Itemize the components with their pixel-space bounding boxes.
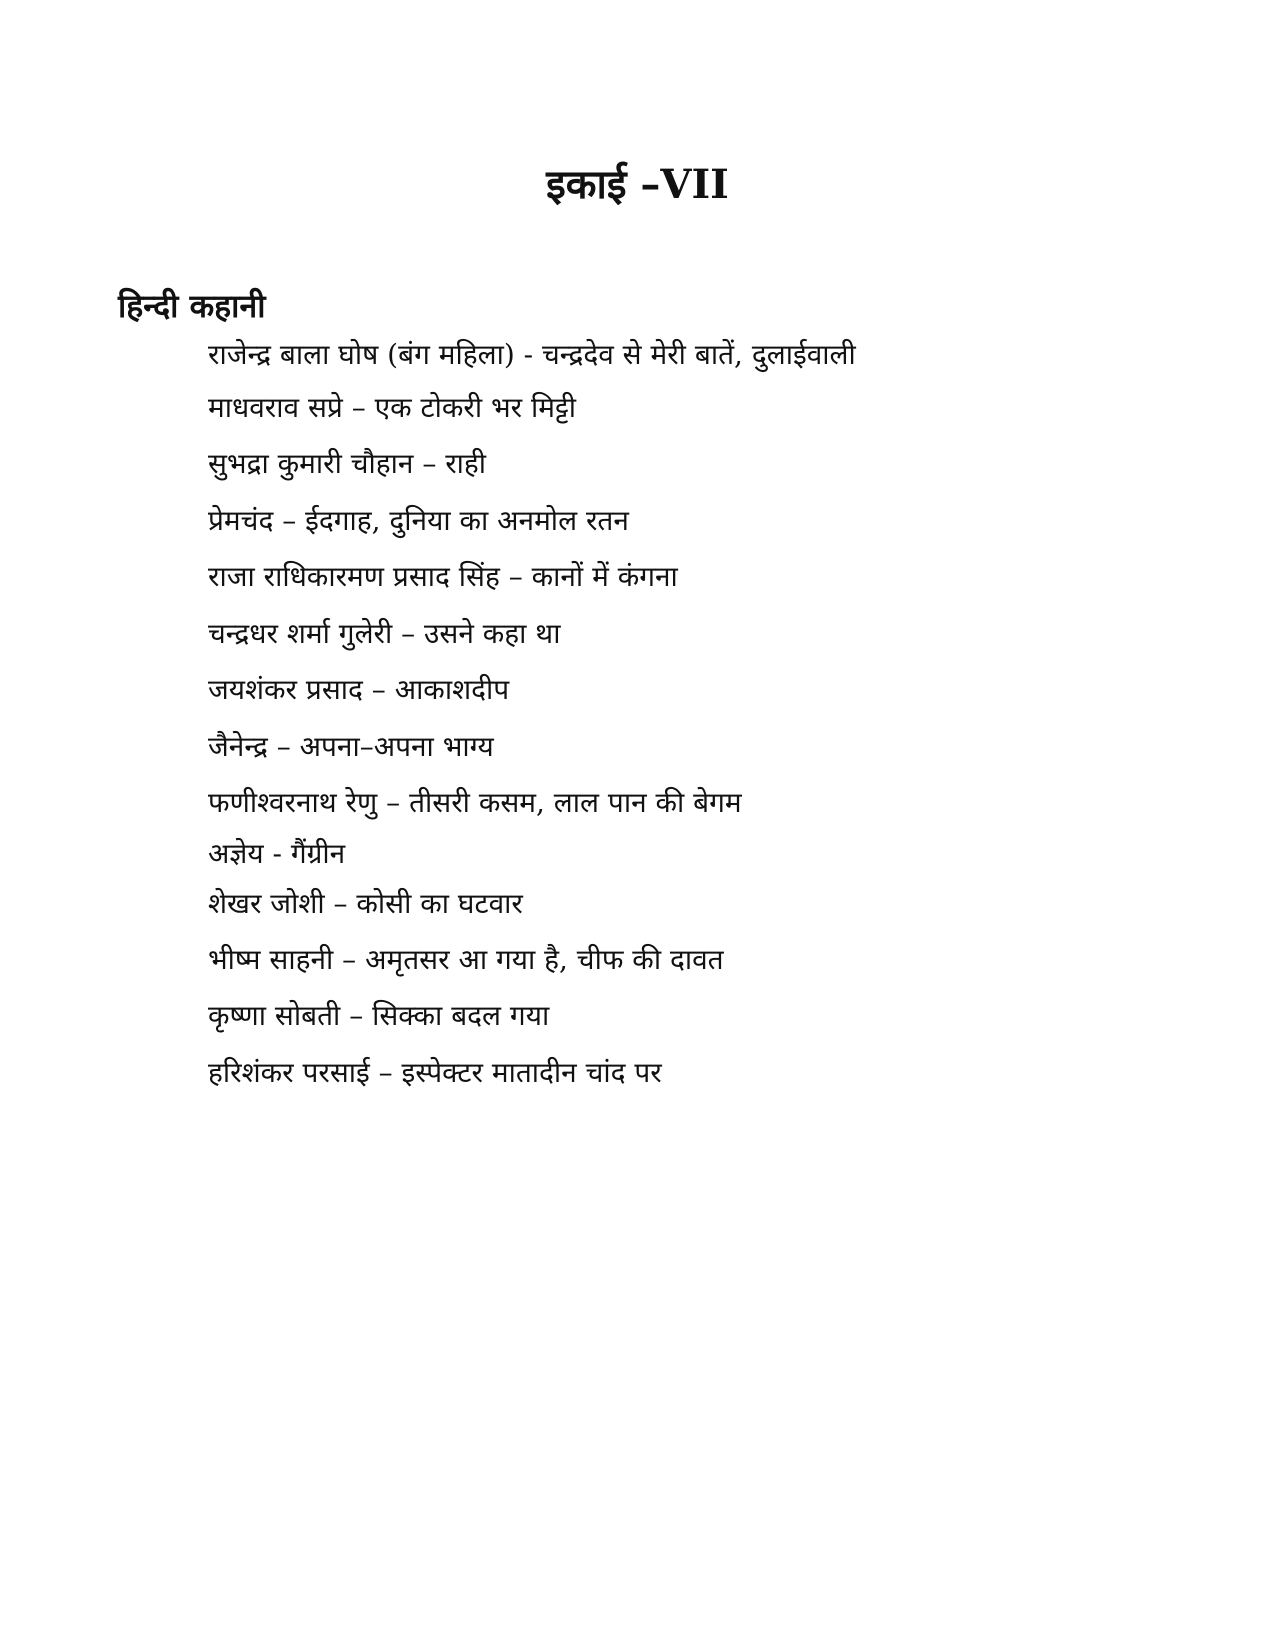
story-entry: राजेन्द्र बाला घोष (बंग महिला) - चन्द्रदेव से मेरी बातें, दुलाईवाली [208, 338, 856, 371]
story-entry: भीष्म साहनी – अमृतसर आ गया है, चीफ की दावत [208, 943, 724, 976]
story-entry: हरिशंकर परसाई – इस्पेक्टर मातादीन चांद पर [208, 1056, 662, 1089]
story-entry: जैनेन्द्र – अपना–अपना भाग्य [208, 730, 494, 763]
story-entry: माधवराव सप्रे – एक टोकरी भर मिट्टी [208, 391, 576, 424]
story-entry: चन्द्रधर शर्मा गुलेरी – उसने कहा था [208, 617, 561, 650]
story-entry: राजा राधिकारमण प्रसाद सिंह – कानों में कंगना [208, 560, 678, 593]
section-heading: हिन्दी कहानी [118, 287, 266, 325]
story-entry: सुभद्रा कुमारी चौहान – राही [208, 447, 487, 480]
unit-title: इकाई –VII [546, 161, 729, 208]
story-entry: शेखर जोशी – कोसी का घटवार [208, 887, 523, 920]
story-entry: फणीश्वरनाथ रेणु – तीसरी कसम, लाल पान की बेगम [208, 786, 742, 819]
story-entry: अज्ञेय - गैंग्रीन [208, 837, 346, 870]
story-entry: कृष्णा सोबती – सिक्का बदल गया [208, 999, 550, 1032]
story-entry: प्रेमचंद – ईदगाह, दुनिया का अनमोल रतन [208, 504, 629, 537]
story-entry: जयशंकर प्रसाद – आकाशदीप [208, 673, 510, 706]
